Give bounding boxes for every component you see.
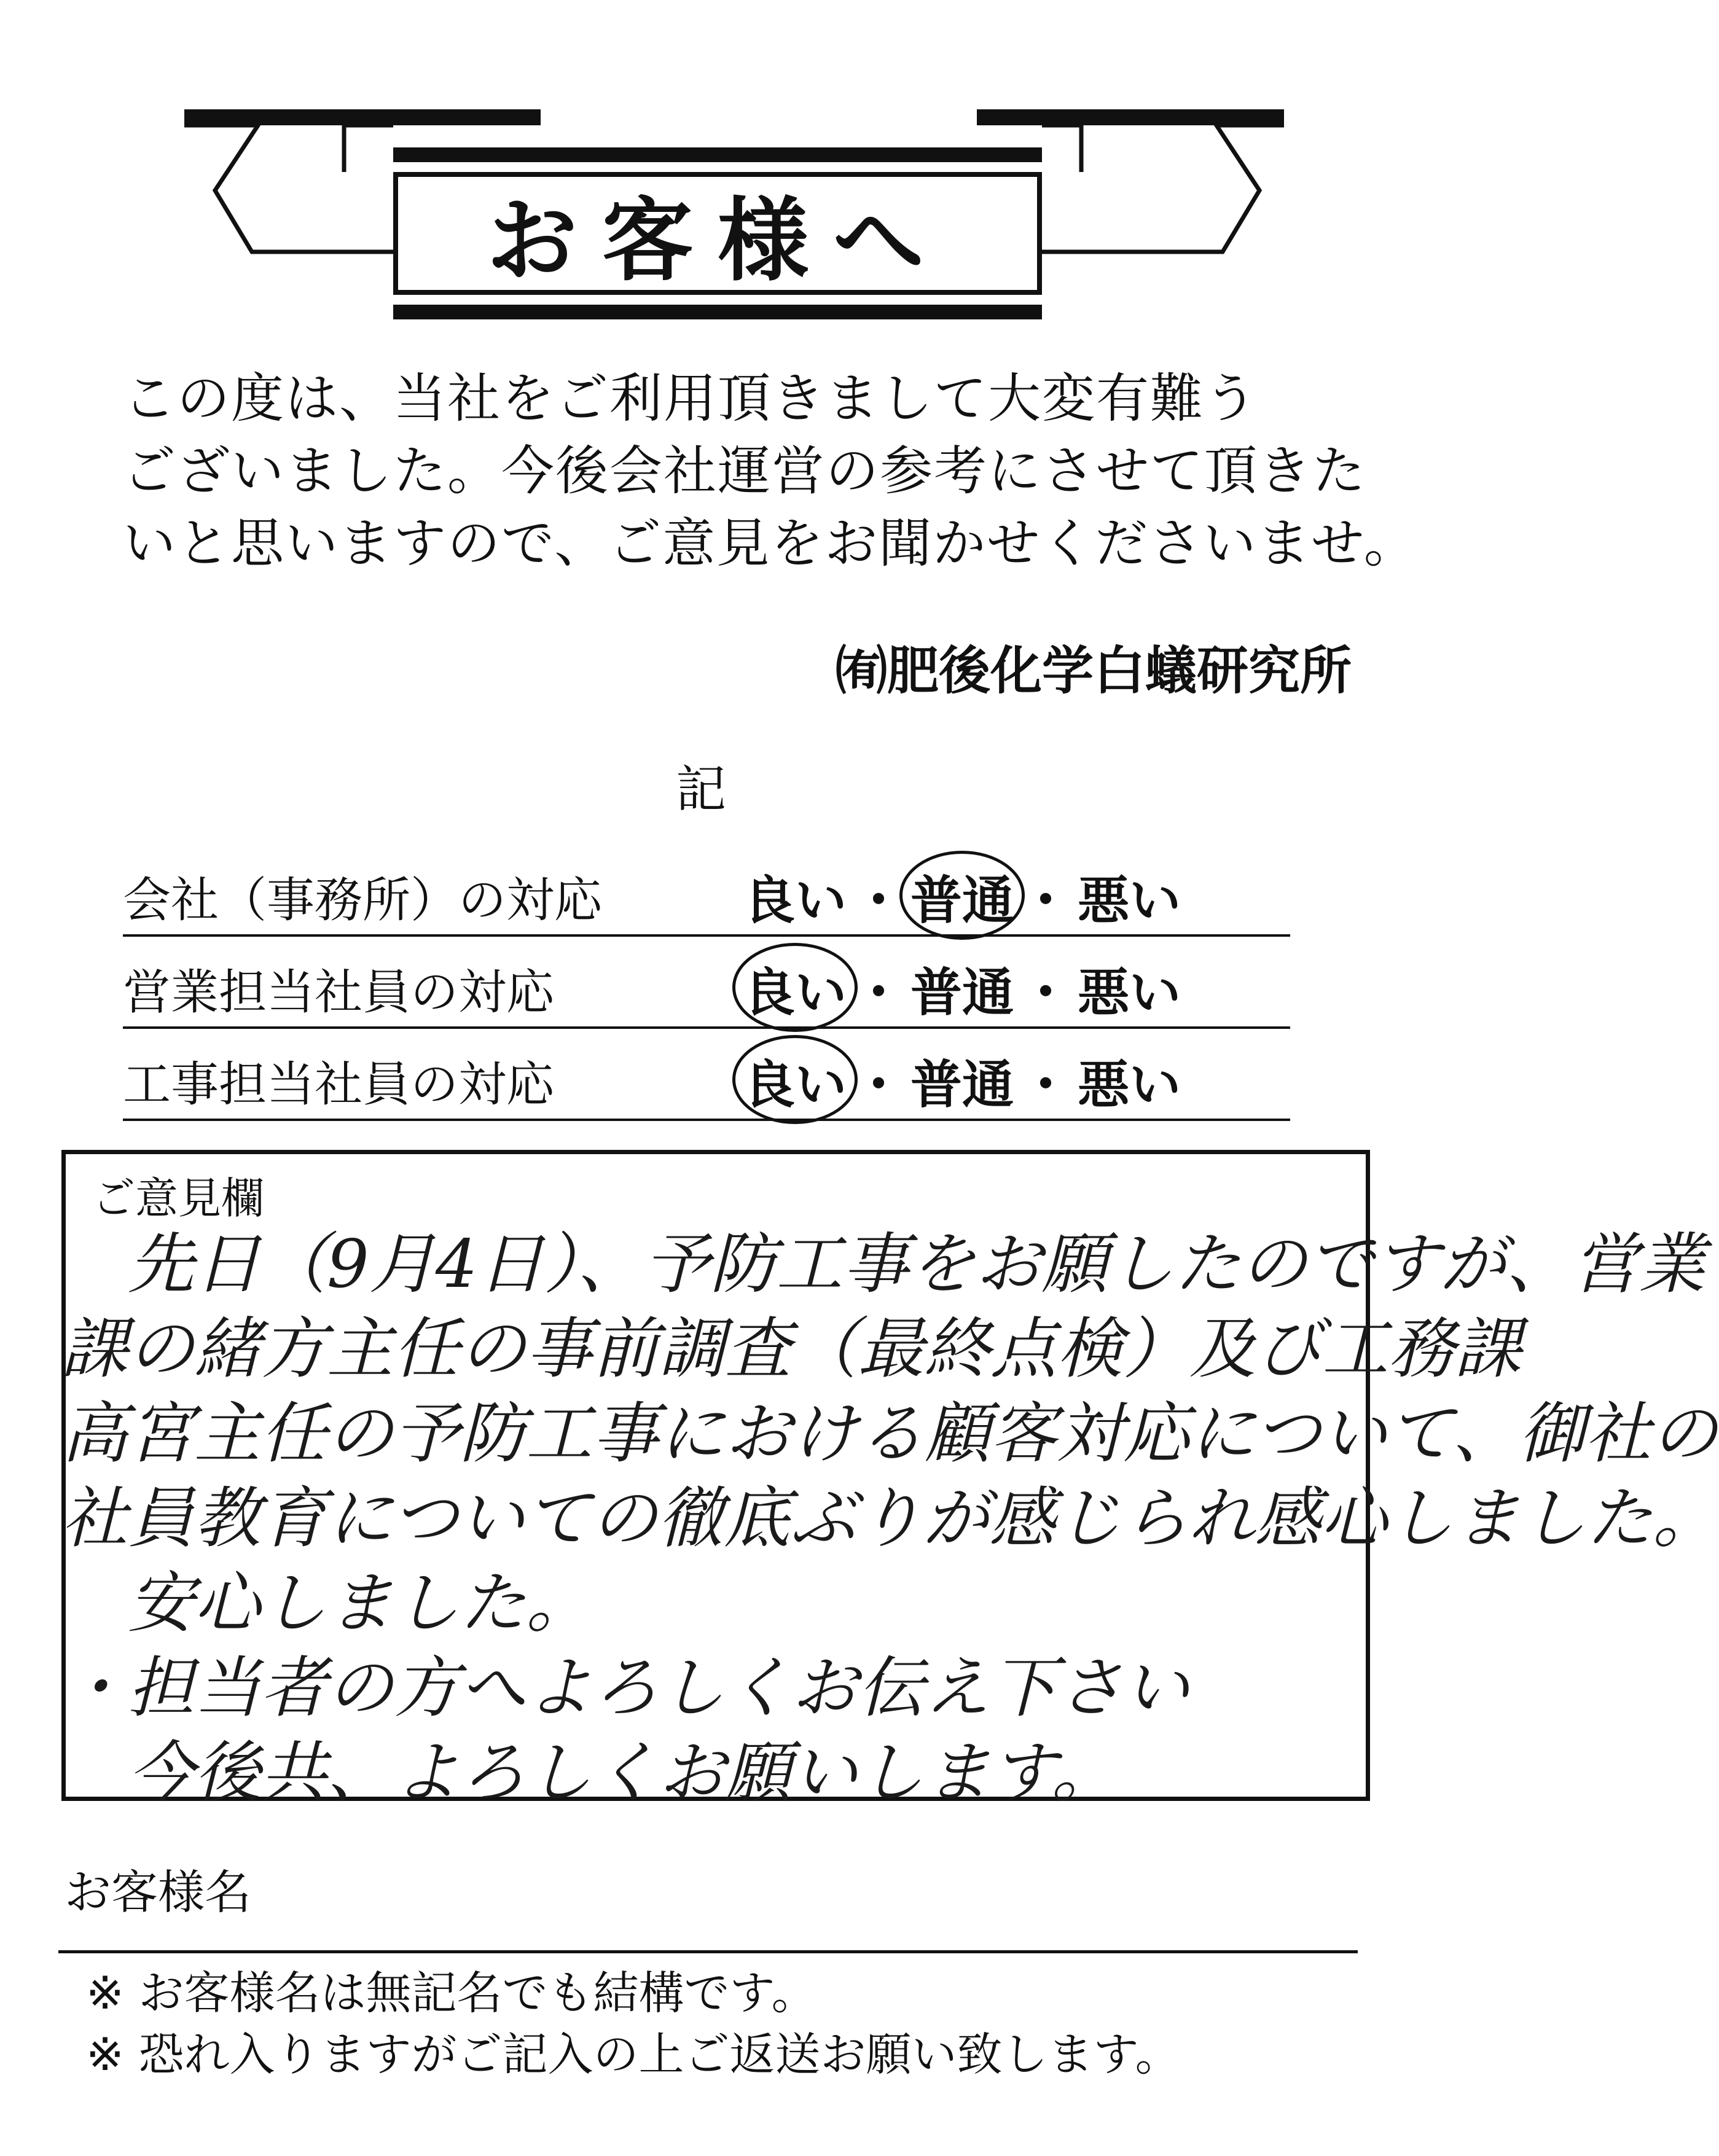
rating-label: 会社（事務所）の対応 bbox=[123, 873, 603, 928]
rating-row-sales bbox=[123, 937, 1290, 1029]
rating-option-good-selected[interactable]: 良い bbox=[743, 951, 847, 1026]
opinion-line: 先日（9月4日）、予防工事をお願したのですが、営業 bbox=[61, 1226, 1705, 1303]
rating-row-divider bbox=[123, 1119, 1290, 1121]
intro-line: この度は、当社をご利用頂きまして大変有難う bbox=[123, 368, 1258, 429]
footer-notes bbox=[86, 1963, 1181, 2085]
intro-text bbox=[123, 362, 1418, 580]
rating-row-office bbox=[123, 845, 1290, 937]
rating-options: 良い ・ 普通 ・ 悪い bbox=[743, 859, 1181, 934]
rating-option-good-selected[interactable]: 良い bbox=[743, 1044, 847, 1118]
customer-name-line[interactable] bbox=[58, 1950, 1358, 1953]
opinion-line: 今後共、よろしくお願いします。 bbox=[61, 1735, 1118, 1811]
rating-option-good[interactable]: 良い bbox=[743, 870, 847, 931]
customer-name-label: お客様名 bbox=[65, 1865, 251, 1920]
banner-title-box bbox=[393, 172, 1042, 295]
rating-option-bad[interactable]: 悪い bbox=[1078, 1055, 1181, 1115]
opinion-line: ・担当者の方へよろしくお伝え下さい bbox=[61, 1650, 1190, 1727]
intro-line: ございました。今後会社運営の参考にさせて頂きた bbox=[123, 440, 1366, 502]
opinion-label: ご意見欄 bbox=[92, 1173, 264, 1224]
rating-option-normal-selected[interactable]: 普通 bbox=[910, 859, 1014, 934]
rating-options: 良い ・ 普通 ・ 悪い bbox=[743, 951, 1181, 1026]
note-line: ※ お客様名は無記名でも結構です。 bbox=[86, 1967, 817, 2020]
rating-option-bad[interactable]: 悪い bbox=[1078, 870, 1181, 931]
page-title: お客様へ bbox=[487, 187, 949, 294]
rating-option-normal[interactable]: 普通 bbox=[910, 1055, 1014, 1115]
ki-heading: 記 bbox=[676, 760, 727, 819]
rating-label: 工事担当社員の対応 bbox=[123, 1057, 555, 1112]
rating-option-bad[interactable]: 悪い bbox=[1078, 963, 1181, 1023]
opinion-line: 課の緒方主任の事前調査（最終点検）及び工務課 bbox=[61, 1311, 1522, 1388]
note-line: ※ 恐れ入りますがご記入の上ご返送お願い致します。 bbox=[86, 2028, 1181, 2081]
company-name: ㈲肥後化学白蟻研究所 bbox=[835, 641, 1352, 701]
opinion-line: 安心しました。 bbox=[61, 1565, 593, 1642]
intro-line: いと思いますので、ご意見をお聞かせくださいませ。 bbox=[123, 513, 1418, 574]
rating-label: 営業担当社員の対応 bbox=[123, 965, 555, 1020]
opinion-handwritten-text bbox=[61, 1222, 1719, 1816]
rating-row-construction bbox=[123, 1029, 1290, 1121]
rating-options: 良い ・ 普通 ・ 悪い bbox=[743, 1044, 1181, 1118]
rating-option-normal[interactable]: 普通 bbox=[910, 963, 1014, 1023]
opinion-line: 社員教育についての徹底ぶりが感じられ感心しました。 bbox=[61, 1480, 1719, 1557]
opinion-line: 高宮主任の予防工事における顧客対応について、御社の bbox=[61, 1396, 1718, 1472]
